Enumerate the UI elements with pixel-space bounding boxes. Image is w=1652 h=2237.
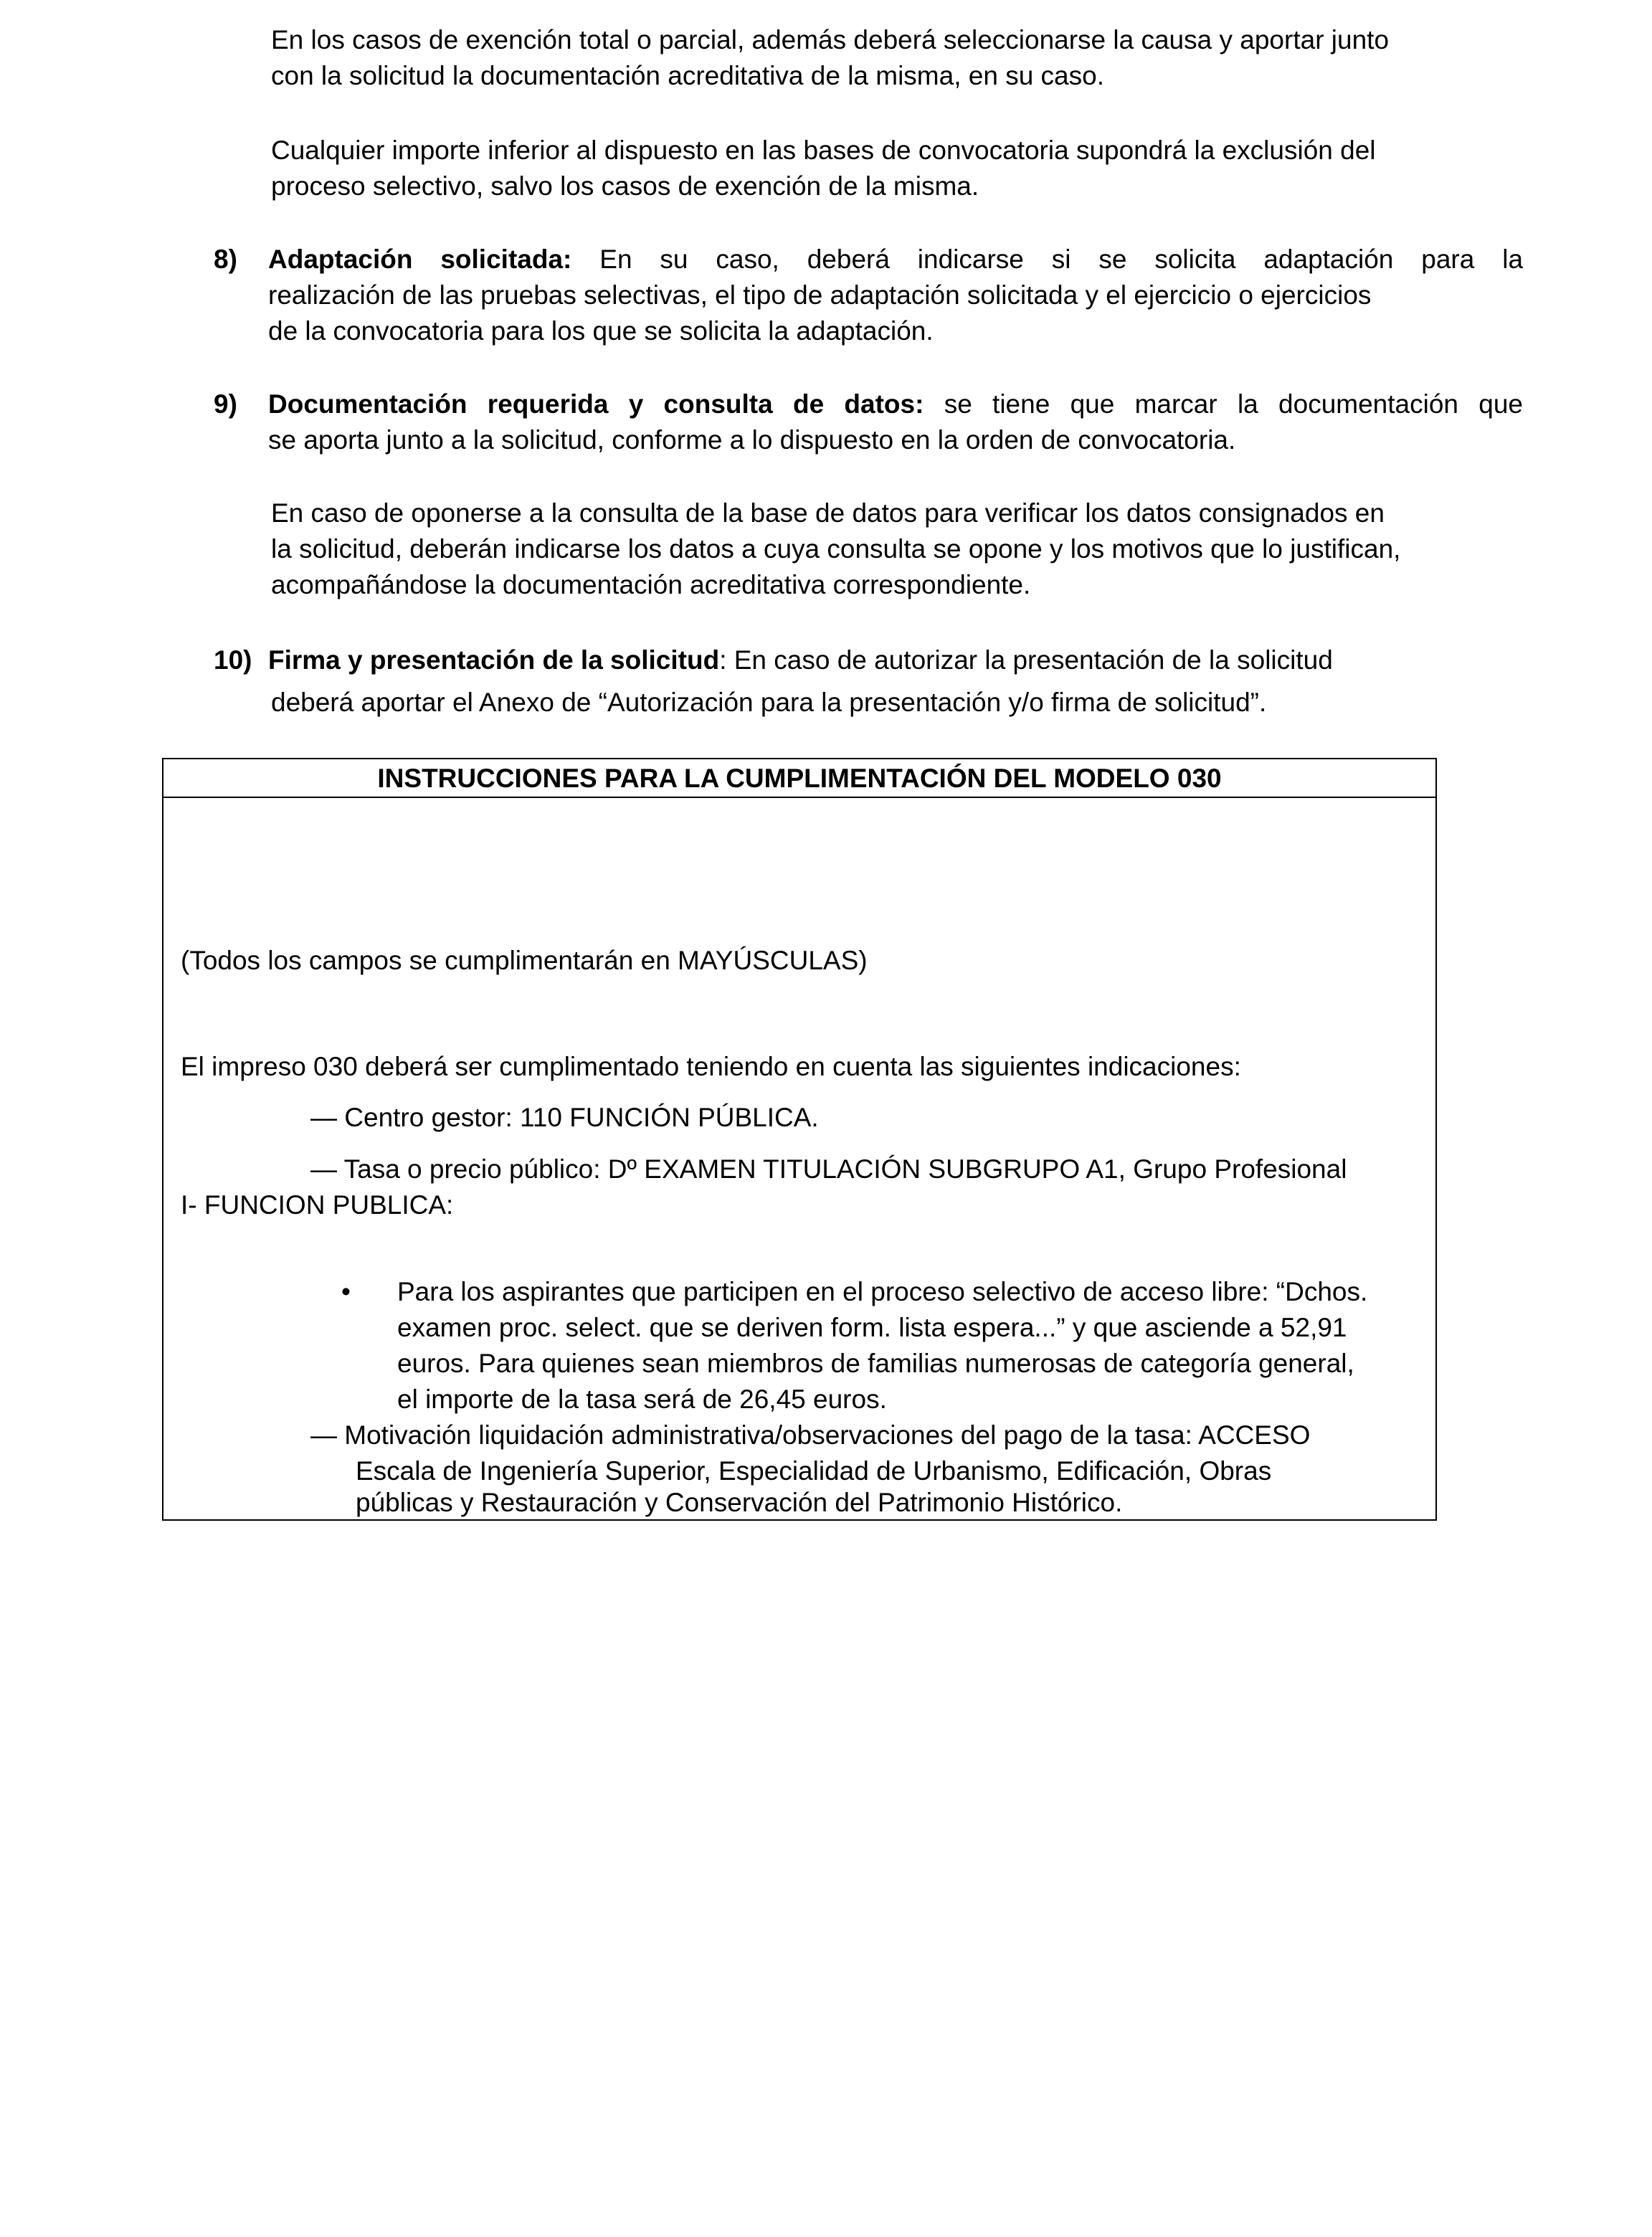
item-9-extra-3: acompañándose la documentación acreditativa correspondiente. [271, 570, 1031, 599]
item-10-number: 10) [214, 645, 252, 675]
item-9-extra-1: En caso de oponerse a la consulta de la base de datos para verificar los datos consignados en [271, 498, 1385, 528]
importe-line-2: proceso selectivo, salvo los casos de exención de la misma. [271, 171, 979, 201]
item-9-title: Documentación requerida y consulta de datos: [268, 389, 924, 419]
item-8-text-1: En su caso, deberá indicarse si se solicita adaptación para la [599, 244, 1524, 274]
item-9-text-1: se tiene que marcar la documentación que [944, 389, 1523, 419]
motivacion-line-3: públicas y Restauración y Conservación del Patrimonio Histórico. [356, 1488, 1123, 1517]
item-10-text-2: deberá aportar el Anexo de “Autorización para la presentación y/o firma de solicitud”. [271, 688, 1267, 717]
item-9-extra-2: la solicitud, deberán indicarse los datos a cuya consulta se opone y los motivos que lo justifican, [271, 534, 1401, 564]
importe-line-1: Cualquier importe inferior al dispuesto en las bases de convocatoria supondrá la exclusión del [271, 136, 1376, 165]
bullet-icon: • [341, 1277, 351, 1306]
item-8-text-2: realización de las pruebas selectivas, el tipo de adaptación solicitada y el ejercicio o ejercicios [268, 280, 1372, 310]
item-8-number: 8) [214, 244, 237, 274]
item-9-first-line [268, 386, 1523, 422]
item-9-number: 9) [214, 389, 237, 419]
bullet-line-2: examen proc. select. que se deriven form. lista espera...” y que asciende a 52,91 [397, 1313, 1347, 1342]
item-9-text-2: se aporta junto a la solicitud, conforme a lo dispuesto en la orden de convocatoria. [268, 425, 1236, 455]
bullet-line-4: el importe de la tasa será de 26,45 euros. [397, 1385, 887, 1414]
exencion-line-1: En los casos de exención total o parcial, además deberá seleccionarse la causa y aportar junto [271, 25, 1390, 54]
instructions-intro: El impreso 030 deberá ser cumplimentado teniendo en cuenta las siguientes indicaciones: [181, 1052, 1241, 1081]
item-8-text-3: de la convocatoria para los que se solicita la adaptación. [268, 316, 934, 346]
instructions-box [162, 758, 1437, 1521]
tasa-line-1: — Tasa o precio público: Dº EXAMEN TITULACIÓN SUBGRUPO A1, Grupo Profesional [310, 1154, 1347, 1184]
item-8-title: Adaptación solicitada: [268, 244, 572, 274]
exencion-line-2: con la solicitud la documentación acreditativa de la misma, en su caso. [271, 61, 1104, 90]
item-10-text-1: : En caso de autorizar la presentación de la solicitud [719, 645, 1333, 675]
uppercase-note: (Todos los campos se cumplimentarán en MAYÚSCULAS) [181, 946, 868, 975]
centro-gestor: — Centro gestor: 110 FUNCIÓN PÚBLICA. [310, 1103, 819, 1132]
motivacion-line-1: — Motivación liquidación administrativa/observaciones del pago de la tasa: ACCESO [310, 1420, 1311, 1450]
bullet-line-3: euros. Para quienes sean miembros de familias numerosas de categoría general, [397, 1349, 1354, 1378]
motivacion-line-2: Escala de Ingeniería Superior, Especialidad de Urbanismo, Edificación, Obras [356, 1456, 1272, 1486]
item-8-first-line [268, 242, 1523, 277]
item-10-title: Firma y presentación de la solicitud [268, 645, 720, 675]
instructions-title: INSTRUCCIONES PARA LA CUMPLIMENTACIÓN DEL MODELO 030 [163, 759, 1435, 798]
tasa-line-2: I- FUNCION PUBLICA: [181, 1190, 454, 1220]
item-10-first-line [268, 642, 1333, 678]
bullet-line-1: Para los aspirantes que participen en el proceso selectivo de acceso libre: “Dchos. [397, 1277, 1368, 1306]
